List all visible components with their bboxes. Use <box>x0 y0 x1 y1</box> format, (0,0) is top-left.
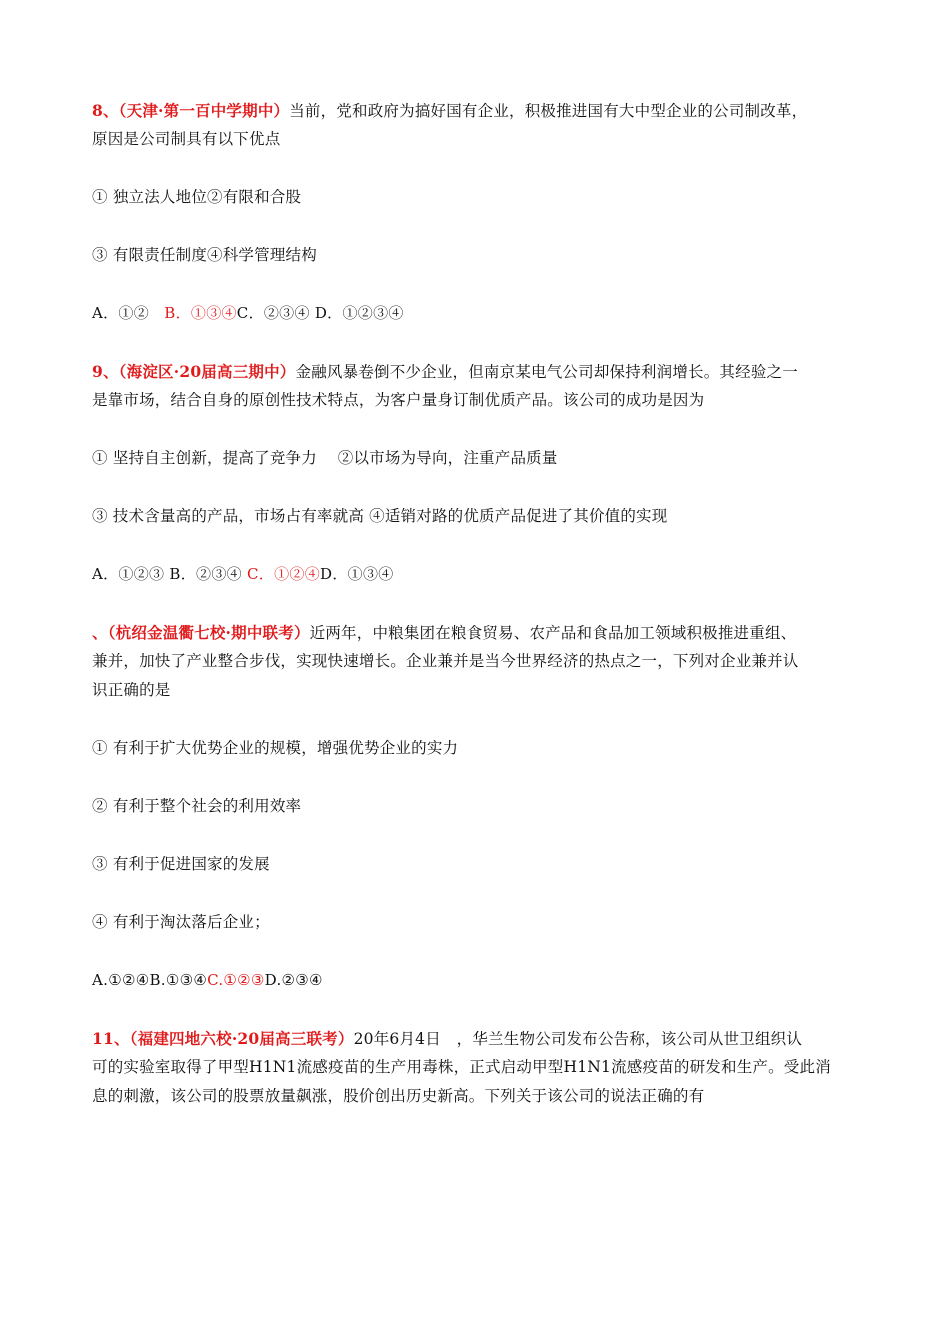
question-10 <box>92 618 862 1024</box>
question-stem-line: 、（杭绍金温衢七校·期中联考）近两年，中粮集团在粮食贸易、农产品和食品加工领域积极推进重组、 <box>92 623 797 642</box>
question-stem-line: 8、（天津·第一百中学期中）当前，党和政府为搞好国有企业，积极推进国有大中型企业的公司制改革， <box>92 101 808 120</box>
question-source-tag: 、（杭绍金温衢七校·期中联考） <box>92 623 310 642</box>
answer-options <box>92 966 862 995</box>
answer-options <box>92 560 862 589</box>
option-b: B．②③④ <box>169 565 242 583</box>
question-stem-line: 原因是公司制具有以下优点 <box>92 130 281 148</box>
question-source-tag: 8、（天津·第一百中学期中） <box>92 101 290 120</box>
question-source-tag: 11、（福建四地六校·20届高三联考） <box>92 1029 354 1048</box>
question-stem-line: 兼并，加快了产业整合步伐，实现快速增长。企业兼并是当今世界经济的热点之一，下列对企业兼并认 <box>92 652 799 670</box>
question-8 <box>92 96 862 357</box>
question-stem-line: 9、（海淀区·20届高三期中）金融风暴卷倒不少企业，但南京某电气公司却保持利润增长。其经验之一 <box>92 362 798 381</box>
statement-item: ③ 技术含量高的产品，市场占有率就高 ④适销对路的优质产品促进了其价值的实现 <box>92 507 668 525</box>
option-a: A．①②③ <box>92 565 165 583</box>
question-11 <box>92 1024 862 1111</box>
option-c-correct: C.①②③ <box>207 971 265 989</box>
question-stem-line: 可的实验室取得了甲型H1N1流感疫苗的生产用毒株，正式启动甲型H1N1流感疫苗的研发和生产。受此消 <box>92 1058 831 1076</box>
question-source-tag: 9、（海淀区·20届高三期中） <box>92 362 296 381</box>
statement-item: ① 有利于扩大优势企业的规模，增强优势企业的实力 <box>92 739 459 757</box>
option-b-correct: B．①③④ <box>164 304 237 322</box>
question-stem-line: 识正确的是 <box>92 681 171 699</box>
option-d: D.②③④ <box>264 971 323 989</box>
statement-item: ① 独立法人地位②有限和合股 <box>92 188 302 206</box>
question-stem-line: 息的刺激，该公司的股票放量飙涨，股价创出历史新高。下列关于该公司的说法正确的有 <box>92 1087 705 1105</box>
option-a: A.①②④ <box>92 971 150 989</box>
statement-item: ① 坚持自主创新，提高了竞争力 ②以市场为导向，注重产品质量 <box>92 449 558 467</box>
answer-options <box>92 299 862 328</box>
statement-item: ④ 有利于淘汰落后企业； <box>92 913 270 931</box>
statement-item: ③ 有利于促进国家的发展 <box>92 855 270 873</box>
statement-item: ③ 有限责任制度④科学管理结构 <box>92 246 317 264</box>
option-b: B.①③④ <box>149 971 208 989</box>
document-page <box>92 96 862 1111</box>
option-c-correct: C．①②④ <box>247 565 321 583</box>
option-d: D．①③④ <box>320 565 394 583</box>
option-d: D．①②③④ <box>314 304 404 322</box>
option-a: A．①② <box>92 304 150 322</box>
statement-item: ② 有利于整个社会的利用效率 <box>92 797 302 815</box>
question-stem-line: 是靠市场，结合自身的原创性技术特点，为客户量身订制优质产品。该公司的成功是因为 <box>92 391 705 409</box>
question-stem-line: 11、（福建四地六校·20届高三联考）20年6月4日 ，华兰生物公司发布公告称，该公司从世卫组织认 <box>92 1029 803 1048</box>
question-9 <box>92 357 862 618</box>
option-c: C．②③④ <box>236 304 310 322</box>
